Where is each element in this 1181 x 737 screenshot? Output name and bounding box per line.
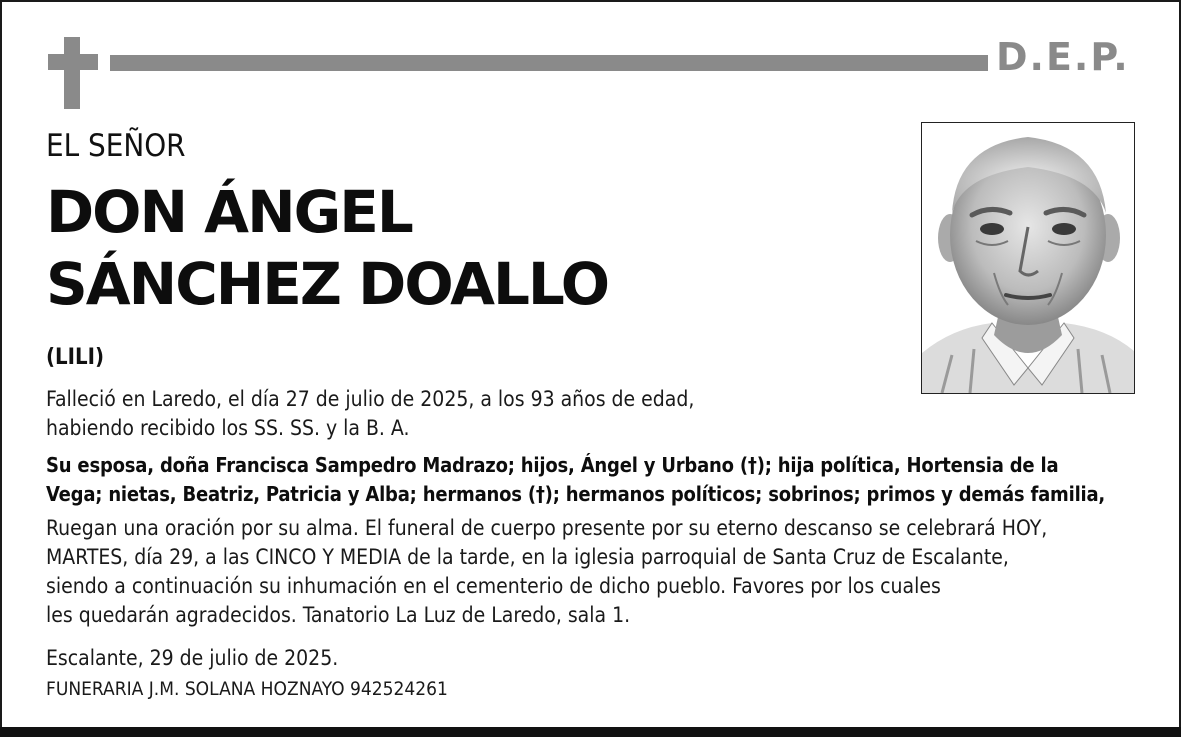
text-line: Falleció en Laredo, el día 27 de julio de 2025, a los 93 años de edad, [46, 387, 695, 411]
deceased-name [46, 176, 608, 320]
bottom-rule [0, 727, 1181, 737]
nickname: (LILI) [46, 345, 105, 370]
text-line: les quedarán agradecidos. Tanatorio La Luz de Laredo, sala 1. [46, 603, 631, 627]
portrait-photo [921, 122, 1135, 394]
text-line: Vega; nietas, Beatriz, Patricia y Alba; hermanos (†); hermanos políticos; sobrinos; primos y demás familia, [46, 482, 1106, 506]
text-line: MARTES, día 29, a las CINCO Y MEDIA de la tarde, en la iglesia parroquial de Santa Cruz de Escalante, [46, 545, 1009, 569]
funeral-details [46, 514, 1047, 630]
dep-label: D.E.P. [996, 35, 1130, 79]
header-rule [110, 55, 988, 71]
family-list [46, 451, 1105, 509]
portrait-illustration [922, 123, 1134, 393]
text-line: habiendo recibido los SS. SS. y la B. A. [46, 416, 410, 440]
name-line-2: SÁNCHEZ DOALLO [46, 250, 609, 318]
death-notice [46, 385, 694, 443]
honorific-title: EL SEÑOR [46, 128, 186, 164]
cross-icon-bar [48, 54, 98, 70]
name-line-1: DON ÁNGEL [46, 178, 412, 246]
text-line: siendo a continuación su inhumación en el cementerio de dicho pueblo. Favores por los cuales [46, 574, 941, 598]
place-date: Escalante, 29 de julio de 2025. [46, 646, 339, 670]
text-line: Su esposa, doña Francisca Sampedro Madrazo; hijos, Ángel y Urbano (†); hija política, Hortensia de la [46, 453, 1059, 477]
cross-icon [64, 37, 80, 109]
text-line: Ruegan una oración por su alma. El funeral de cuerpo presente por su eterno descanso se celebrará HOY, [46, 516, 1048, 540]
funeral-home: FUNERARIA J.M. SOLANA HOZNAYO 942524261 [46, 678, 448, 700]
